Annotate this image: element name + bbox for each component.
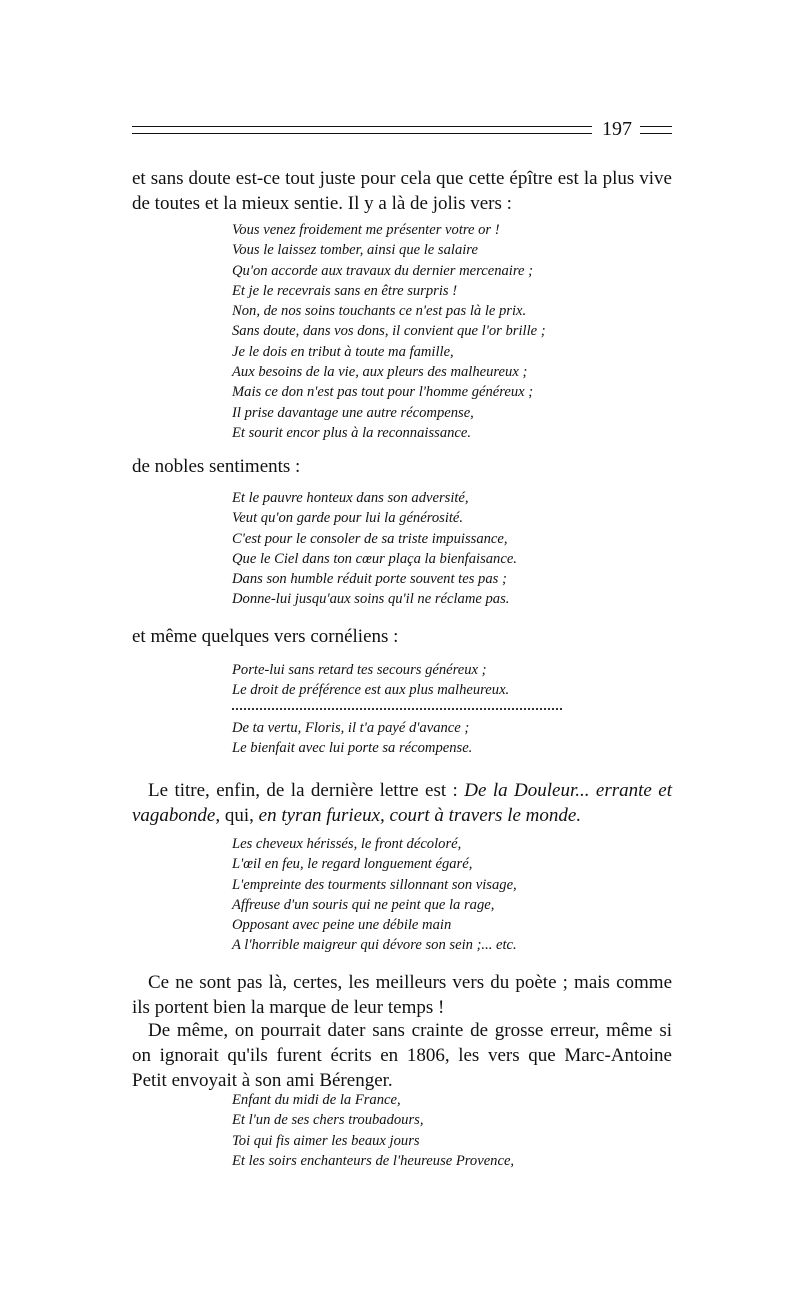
paragraph-4-italic-b: De la Douleur... errante et vagabonde,: [132, 780, 672, 826]
paragraph-4-text-c: qui,: [220, 805, 259, 826]
verse-line: Le bienfait avec lui porte sa récompense.: [232, 740, 473, 757]
verse-line: Toi qui fis aimer les beaux jours: [232, 1132, 420, 1149]
verse-line: Et sourit encor plus à la reconnaissance.: [232, 424, 472, 441]
verse-line: Sans doute, dans vos dons, il convient que l'or brille ;: [232, 323, 546, 340]
verse-line: Que le Ciel dans ton cœur plaça la bienfaisance.: [232, 550, 517, 567]
verse-line: Le droit de préférence est aux plus malheureux.: [232, 682, 510, 699]
verse-line: Qu'on accorde aux travaux du dernier mercenaire ;: [232, 262, 533, 279]
verse-block-4: [232, 834, 612, 956]
verse-line: Et les soirs enchanteurs de l'heureuse Provence,: [232, 1152, 515, 1169]
verse-line: De ta vertu, Floris, il t'a payé d'avance ;: [232, 720, 470, 736]
verse-line: Affreuse d'un souris qui ne peint que la rage,: [232, 896, 495, 913]
page-header: [132, 118, 672, 146]
paragraph-2: de nobles sentiments :: [132, 456, 301, 477]
verse-line: L'œil en feu, le regard longuement égaré,: [232, 856, 473, 873]
verse-line: A l'horrible maigreur qui dévore son sein ;... etc.: [232, 937, 517, 954]
verse-line: Veut qu'on garde pour lui la générosité.: [232, 510, 464, 527]
paragraph-4-italic-d: en tyran furieux, court à travers le monde.: [258, 805, 582, 826]
verse-line: Mais ce don n'est pas tout pour l'homme généreux ;: [232, 384, 534, 401]
verse-line: Donne-lui jusqu'aux soins qu'il ne réclame pas.: [232, 591, 510, 608]
paragraph-1: et sans doute est-ce tout juste pour cela que cette épître est la plus vive de toutes et la mieux sentie. Il y a là de jolis vers :: [132, 168, 672, 214]
header-rule-left: [132, 126, 592, 134]
verse-line: Aux besoins de la vie, aux pleurs des malheureux ;: [232, 364, 528, 381]
verse-line: C'est pour le consoler de sa triste impuissance,: [232, 530, 508, 547]
verse-line: Vous venez froidement me présenter votre or !: [232, 222, 500, 238]
paragraph-6: De même, on pourrait dater sans crainte de grosse erreur, même si on ignorait qu'ils furent écrits en 1806, les vers que Marc-Antoine Petit envoyait à son ami Bérenger.: [132, 1020, 672, 1091]
verse-line: Vous le laissez tomber, ainsi que le salaire: [232, 242, 478, 259]
verse-line: Et je le recevrais sans en être surpris !: [232, 282, 458, 299]
header-rule-right: [640, 126, 672, 134]
verse-line: Il prise davantage une autre récompense,: [232, 404, 474, 421]
paragraph-3: et même quelques vers cornéliens :: [132, 626, 399, 647]
verse-block-2: [232, 488, 612, 610]
verse-line: Enfant du midi de la France,: [232, 1092, 401, 1108]
verse-line: Non, de nos soins touchants ce n'est pas là le prix.: [232, 303, 527, 320]
page-number: 197: [602, 118, 632, 140]
ellipsis-dots: [232, 698, 562, 710]
verse-line: Je le dois en tribut à toute ma famille,: [232, 343, 454, 360]
verse-block-3a: [232, 660, 612, 701]
verse-line: Dans son humble réduit porte souvent tes pas ;: [232, 571, 507, 588]
verse-line: L'empreinte des tourments sillonnant son visage,: [232, 876, 517, 893]
verse-line: Et l'un de ses chers troubadours,: [232, 1112, 424, 1129]
paragraph-4: [132, 778, 672, 828]
verse-line: Les cheveux hérissés, le front décoloré,: [232, 836, 462, 852]
verse-line: Porte-lui sans retard tes secours généreux ;: [232, 662, 487, 678]
verse-block-3b: [232, 718, 612, 759]
verse-block-1: [232, 220, 612, 443]
paragraph-4-text-a: Le titre, enfin, de la dernière lettre est :: [148, 780, 465, 801]
verse-line: Opposant avec peine une débile main: [232, 917, 452, 934]
paragraph-5: Ce ne sont pas là, certes, les meilleurs vers du poète ; mais comme ils portent bien la marque de leur temps !: [132, 972, 672, 1018]
verse-block-5: [232, 1090, 612, 1171]
verse-line: Et le pauvre honteux dans son adversité,: [232, 490, 469, 506]
